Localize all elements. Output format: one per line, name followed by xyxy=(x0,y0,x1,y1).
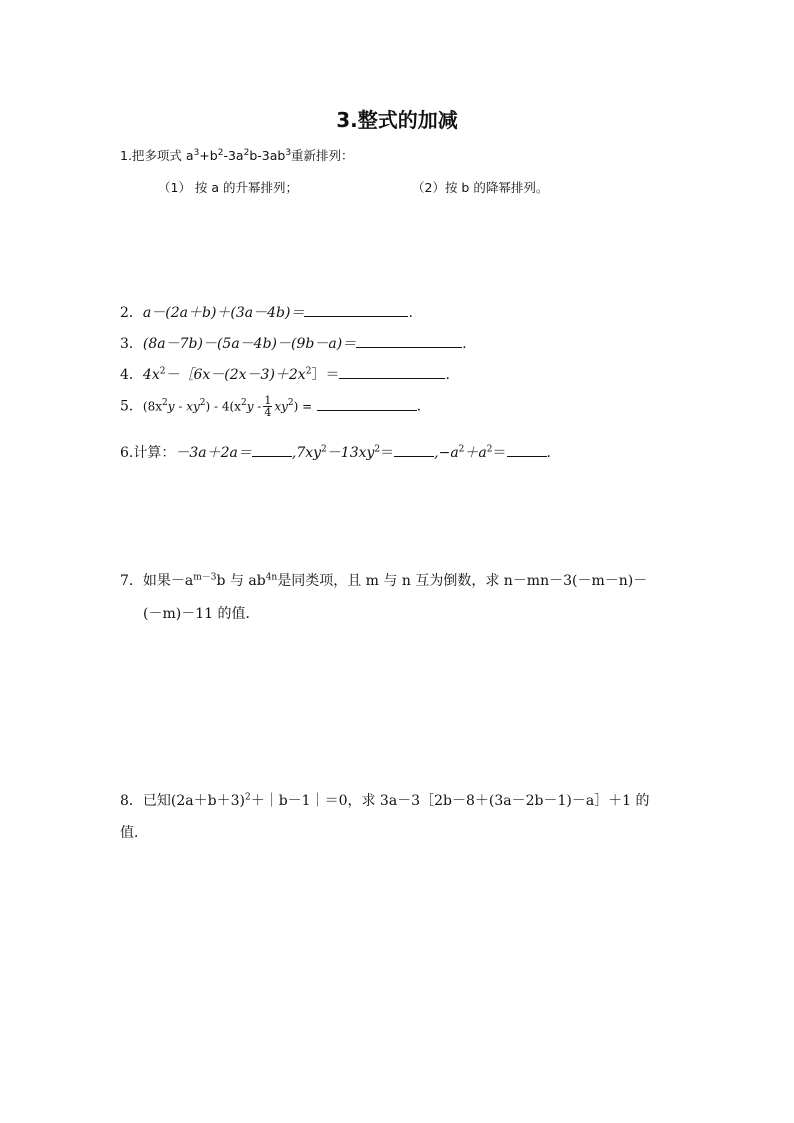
answer-blank[interactable] xyxy=(252,442,292,457)
answer-blank[interactable] xyxy=(304,302,408,317)
q5-number: 5． xyxy=(120,398,143,415)
question-8-line-2: 值． xyxy=(120,825,148,841)
q3-expression: (8a－7b)－(5a－4b)－(9b－a)＝ xyxy=(142,336,357,352)
question-2: 2．a－(2a＋b)＋(3a－4b)＝ . xyxy=(120,302,413,322)
q2-number: 2． xyxy=(120,305,143,321)
q3-number: 3． xyxy=(120,336,143,352)
question-7: 7．如果$-a^{m-3}b$ 与 $ab^{4n}$是同类项，且 m 与 n 互为倒数，求 n－mn－3(－m－n)－ xyxy=(120,572,648,589)
question-1: 1.把多项式 $a^3+b^2-3a^2b-3ab^3$重新排列： xyxy=(120,147,354,163)
answer-blank[interactable] xyxy=(356,333,462,348)
question-3: 3．(8a－7b)－(5a－4b)－(9b－a)＝ . xyxy=(120,333,467,353)
answer-blank[interactable] xyxy=(507,442,547,457)
question-6: 6.计算：$-3a+2a= ,7xy^2-13xy^2= ,-a^2+a^2=$ . xyxy=(120,442,551,462)
answer-blank[interactable] xyxy=(339,364,445,379)
q1-sub-2: （2）按 b 的降幂排列。 xyxy=(412,180,549,195)
q6-prefix: 6.计算： xyxy=(120,445,176,461)
question-7-line-2: (－m)－11 的值． xyxy=(143,606,260,622)
answer-blank[interactable] xyxy=(317,396,417,411)
answer-blank[interactable] xyxy=(394,442,434,457)
q2-expression: a－(2a＋b)＋(3a－4b)＝ xyxy=(142,305,305,321)
question-5: 5．$(8x^2y - xy^2) - 4(x^2y$ - $\frac{1}{4}$ $xy^2$) = . xyxy=(120,394,422,419)
fraction-one-quarter: $\frac{1}{4}$ xyxy=(264,394,272,419)
q1-text: 1.把多项式 a xyxy=(120,148,194,163)
q4-number: 4． xyxy=(120,367,143,383)
question-4: 4．$4x^2-[6x-(2x-3)+2x^2]=$ . xyxy=(120,364,450,384)
q1-sub-1: （1） 按 a 的升幂排列； xyxy=(158,180,299,195)
page-title: 3.整式的加减 xyxy=(336,108,458,132)
question-8: 8．已知$(2a+b+3)^2+|b-1|=0$，求 3a－3［2b－8＋(3a－2b－1)－a］＋1 的 xyxy=(120,792,650,809)
